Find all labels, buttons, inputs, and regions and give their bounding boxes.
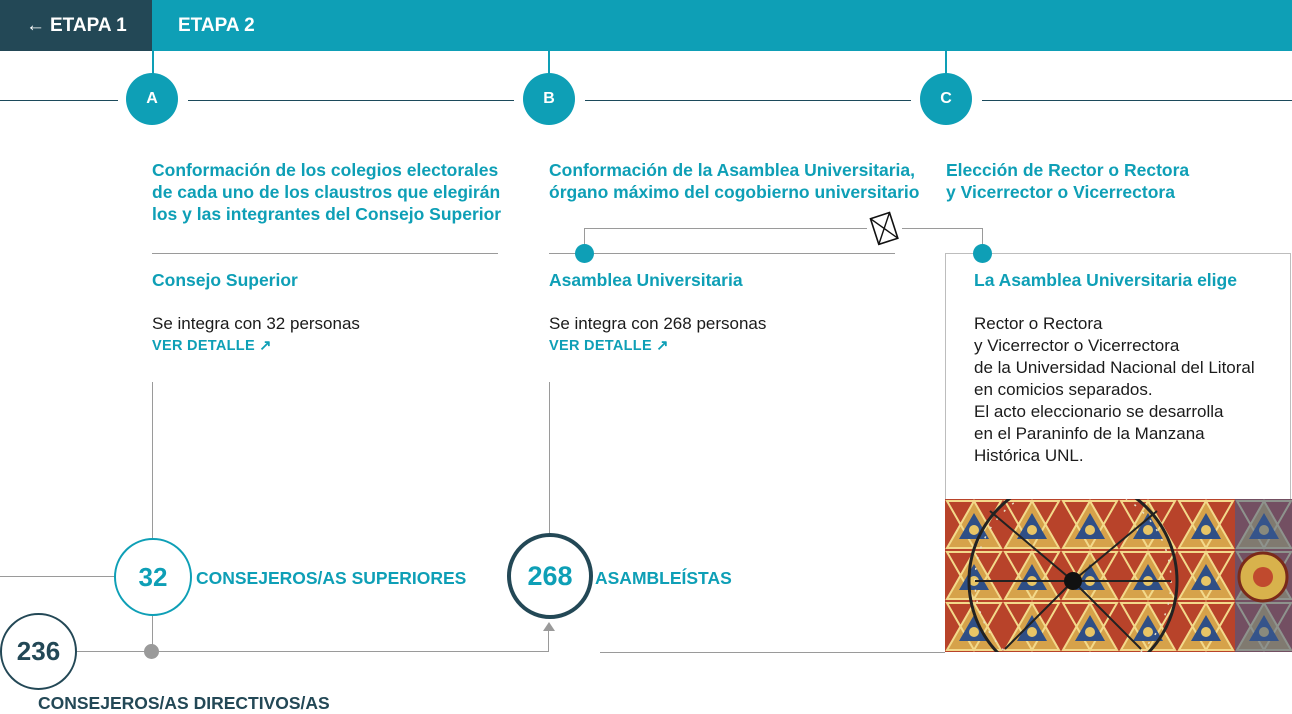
timeline-line [982, 100, 1292, 101]
step-b-subtitle: Asamblea Universitaria [549, 270, 743, 290]
asambleistas-label: ASAMBLEÍSTAS [595, 568, 732, 588]
tab-stage-2: ETAPA 2 [178, 15, 255, 36]
step-a-detail-link[interactable]: VER DETALLE ↗ [152, 338, 272, 354]
flow-line [0, 576, 115, 577]
step-c-title: Elección de Rector o Rectora y Vicerrector o Vicerrectora [946, 160, 1190, 202]
step-a-title: Conformación de los colegios electorales de cada uno de los claustros que elegirán los y las integrantes del Consejo Superior [152, 160, 502, 224]
step-c-subtitle: La Asamblea Universitaria elige [974, 270, 1237, 290]
connector-b [548, 51, 550, 75]
consejeros-directivos-label: CONSEJEROS/AS DIRECTIVOS/AS [38, 693, 330, 713]
timeline-line [188, 100, 514, 101]
step-b-dot [575, 244, 594, 263]
asambleistas-count: 268 [507, 533, 593, 619]
flow-connector [902, 228, 983, 229]
step-c-marker: C [920, 73, 972, 125]
flow-line [152, 382, 153, 540]
step-c-dot [973, 244, 992, 263]
consejeros-superiores-label: CONSEJEROS/AS SUPERIORES [196, 568, 467, 588]
timeline-line [585, 100, 911, 101]
step-b-marker: B [523, 73, 575, 125]
arrow-up-icon [543, 622, 555, 631]
timeline-line [0, 100, 118, 101]
step-b-detail-link[interactable]: VER DETALLE ↗ [549, 338, 669, 354]
step-c-body: Rector o Rectora y Vicerrector o Vicerrectora de la Universidad Nacional del Litoral en comicios separados. El acto eleccionario se desarrolla en el Paraninfo de la Manzana Histórica UNL. [974, 314, 1255, 465]
flow-line [600, 652, 945, 653]
junction-dot [144, 644, 159, 659]
consejeros-superiores-count: 32 [114, 538, 192, 616]
back-tab-label: ETAPA 1 [50, 15, 127, 36]
step-a-marker: A [126, 73, 178, 125]
consejeros-directivos-count: 236 [0, 613, 77, 690]
step-a-body: Se integra con 32 personas [152, 314, 360, 333]
divider [549, 253, 895, 254]
arrow-left-icon: ← [26, 15, 45, 36]
ballot-envelope-icon [868, 210, 900, 246]
step-b-body: Se integra con 268 personas [549, 314, 767, 333]
step-b-title: Conformación de la Asamblea Universitaria, órgano máximo del cogobierno universitario [549, 160, 920, 202]
flow-connector [584, 228, 867, 229]
flow-line [549, 382, 550, 538]
back-to-stage-1-button[interactable] [0, 0, 152, 51]
flow-line [548, 628, 549, 652]
connector-c [945, 51, 947, 75]
paraninfo-ceiling-image [945, 499, 1292, 652]
step-a-subtitle: Consejo Superior [152, 270, 298, 290]
connector-a [152, 51, 154, 75]
divider [152, 253, 498, 254]
